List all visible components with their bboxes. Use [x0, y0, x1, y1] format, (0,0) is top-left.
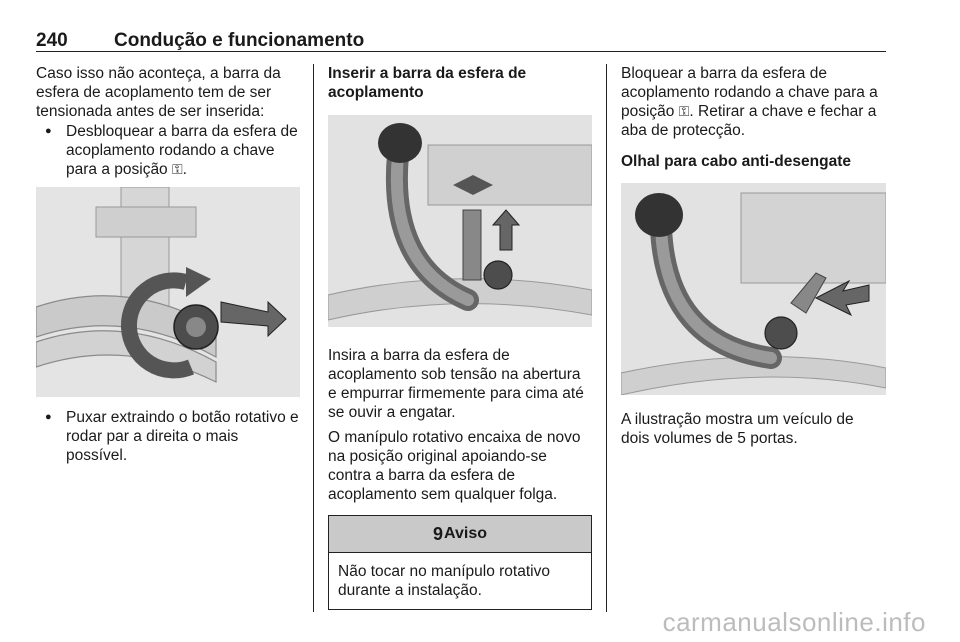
insert-bar-drawing	[328, 115, 592, 327]
insert-result: O manípulo rotativo encaixa de novo na posição original apoiando-se contra a barra da esfera de acoplamento sem qualquer folga.	[328, 429, 581, 503]
lock-instructions	[621, 64, 886, 140]
section-heading: Olhal para cabo anti-desengate	[621, 153, 851, 170]
page-title: Condução e funcionamento	[114, 30, 365, 51]
step-text-end: .	[182, 161, 187, 178]
column-divider	[606, 64, 607, 612]
warning-body	[329, 553, 591, 609]
section-heading: Inserir a barra da esfera de acoplamento	[328, 65, 527, 101]
warning-triangle-icon: 9	[433, 523, 444, 544]
steps-list-1	[36, 122, 300, 179]
lock-text-end: . Retirar a chave e fechar a aba de protecção.	[621, 103, 877, 139]
watermark: carmanualsonline.info	[662, 607, 926, 637]
warning-title: Aviso	[444, 525, 487, 542]
illustration-safety-eye	[621, 183, 886, 395]
page-header	[36, 30, 886, 52]
column-divider	[313, 64, 314, 612]
warning-header	[329, 516, 591, 553]
safety-eye-drawing	[621, 183, 886, 395]
column-middle	[328, 64, 592, 610]
page-number: 240	[36, 30, 68, 51]
intro-text: Caso isso não aconteça, a barra da esfera de acoplamento tem de ser tensionada antes de ser inserida:	[36, 65, 281, 120]
list-item: ● Puxar extraindo o botão rotativo e rodar par a direita o mais possível.	[36, 408, 300, 465]
illustration-insert-bar	[328, 115, 592, 327]
warning-box	[328, 515, 592, 610]
column-right	[621, 64, 886, 448]
lock-text: Bloquear a barra da esfera de acoplamento rodando a chave para a posição	[621, 65, 878, 120]
warning-text: Não tocar no manípulo rotativo durante a instalação.	[338, 563, 550, 599]
illustration-caption: A ilustração mostra um veículo de dois volumes de 5 portas.	[621, 411, 854, 447]
insert-instructions: Insira a barra da esfera de acoplamento sob tensão na abertura e empurrar firmemente para cima até se ouvir a engatar.	[328, 347, 584, 421]
step-text: Desbloquear a barra da esfera de acoplamento rodando a chave para a posição	[66, 123, 298, 178]
rotary-knob-drawing	[36, 187, 300, 397]
column-left	[36, 64, 300, 465]
unlock-position-icon: ⚿	[172, 161, 183, 177]
lock-position-icon: ⚿	[678, 103, 690, 119]
list-item	[36, 122, 300, 179]
illustration-rotary-knob	[36, 187, 300, 397]
steps-list-2	[36, 408, 300, 465]
